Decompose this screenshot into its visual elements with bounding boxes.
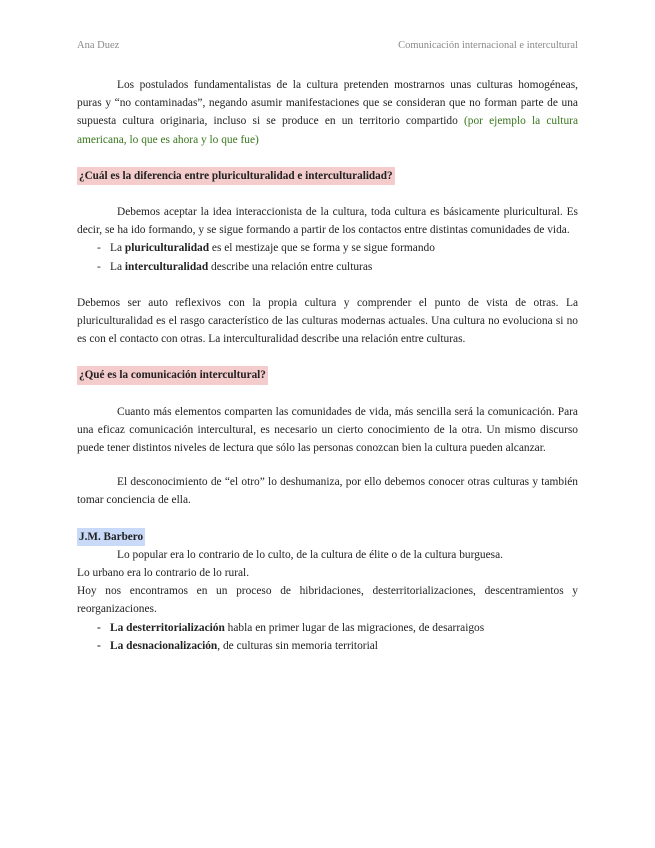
paragraph-fundamentalism [77, 76, 578, 149]
definition-list [77, 239, 578, 275]
paragraph-popular-culture: Lo popular era lo contrario de lo culto, de la cultura de élite o de la cultura burguesa. [117, 548, 503, 561]
list-dash: - [97, 242, 101, 255]
list-dash: - [97, 639, 101, 652]
paragraph-shared-elements: Cuanto más elementos comparten las comunidades de vida, más sencilla será la comunicación. Para una eficaz comunicación intercultural, es necesario un cierto conocimiento de la otra. Un mismo discurso puede tener distintos niveles de lectura que sólo las personas conozcan bien la cultura pueden alcanzar. [77, 405, 578, 455]
page-content [77, 76, 578, 655]
paragraph-interactionist: Debemos aceptar la idea interaccionista de la cultura, toda cultura es básicamente pluricultural. Es decir, se ha ido formando, y se sigue formando a partir de los contactos entre distintas comunidades de vida. [77, 206, 578, 237]
list-item: - La desterritorialización habla en primer lugar de las migraciones, de desarraigos [77, 619, 578, 637]
heading-pluri-vs-inter: ¿Cuál es la diferencia entre pluriculturalidad e interculturalidad? [77, 167, 395, 185]
heading-intercultural-communication: ¿Qué es la comunicación intercultural? [77, 366, 268, 384]
paragraph-fundamentalism-text: Los postulados fundamentalistas de la cultura pretenden mostrarnos unas culturas homogéneas, puras y “no contaminadas”, negando asumir manifestaciones que se consideran que no forman parte de una supuesta cultura originaria, incluso si se produce en un territorio compartido [77, 79, 578, 128]
term-desnacionalizacion: La desnacionalización [110, 639, 218, 652]
paragraph-hybridization: Hoy nos encontramos en un proceso de hibridaciones, desterritorializaciones, descentramientos y reorganizaciones. [77, 585, 578, 616]
page-header [77, 40, 578, 51]
term-interculturalidad: interculturalidad [124, 260, 209, 273]
paragraph-the-other: El desconocimiento de “el otro” lo deshumaniza, por ello debemos conocer otras culturas y también tomar conciencia de ella. [77, 476, 578, 507]
barbero-list [77, 619, 578, 655]
list-item: - La interculturalidad describe una relación entre culturas [77, 258, 578, 276]
term-pluriculturalidad: pluriculturalidad [124, 242, 210, 255]
list-dash: - [97, 621, 101, 634]
header-course: Comunicación internacional e intercultural [398, 40, 578, 51]
paragraph-urban-rural: Lo urbano era lo contrario de lo rural. [77, 567, 250, 580]
list-dash: - [97, 260, 101, 273]
term-desterritorializacion: La desterritorialización [110, 621, 225, 634]
paragraph-self-reflection: Debemos ser auto reflexivos con la propia cultura y comprender el punto de vista de otras. La pluriculturalidad es el rasgo característico de las culturas modernas actuales. Una cultura no evoluciona si no es con el contacto con otras. La interculturalidad describe una relación entre culturas. [77, 296, 578, 346]
header-author: Ana Duez [77, 40, 120, 51]
heading-barbero: J.M. Barbero [77, 528, 145, 546]
paragraph-example-note: (por ejemplo la cultura americana, lo que es ahora y lo que fue) [77, 115, 578, 146]
list-item: - La desnacionalización, de culturas sin memoria territorial [77, 637, 578, 655]
list-item: - La pluriculturalidad es el mestizaje que se forma y se sigue formando [77, 239, 578, 257]
